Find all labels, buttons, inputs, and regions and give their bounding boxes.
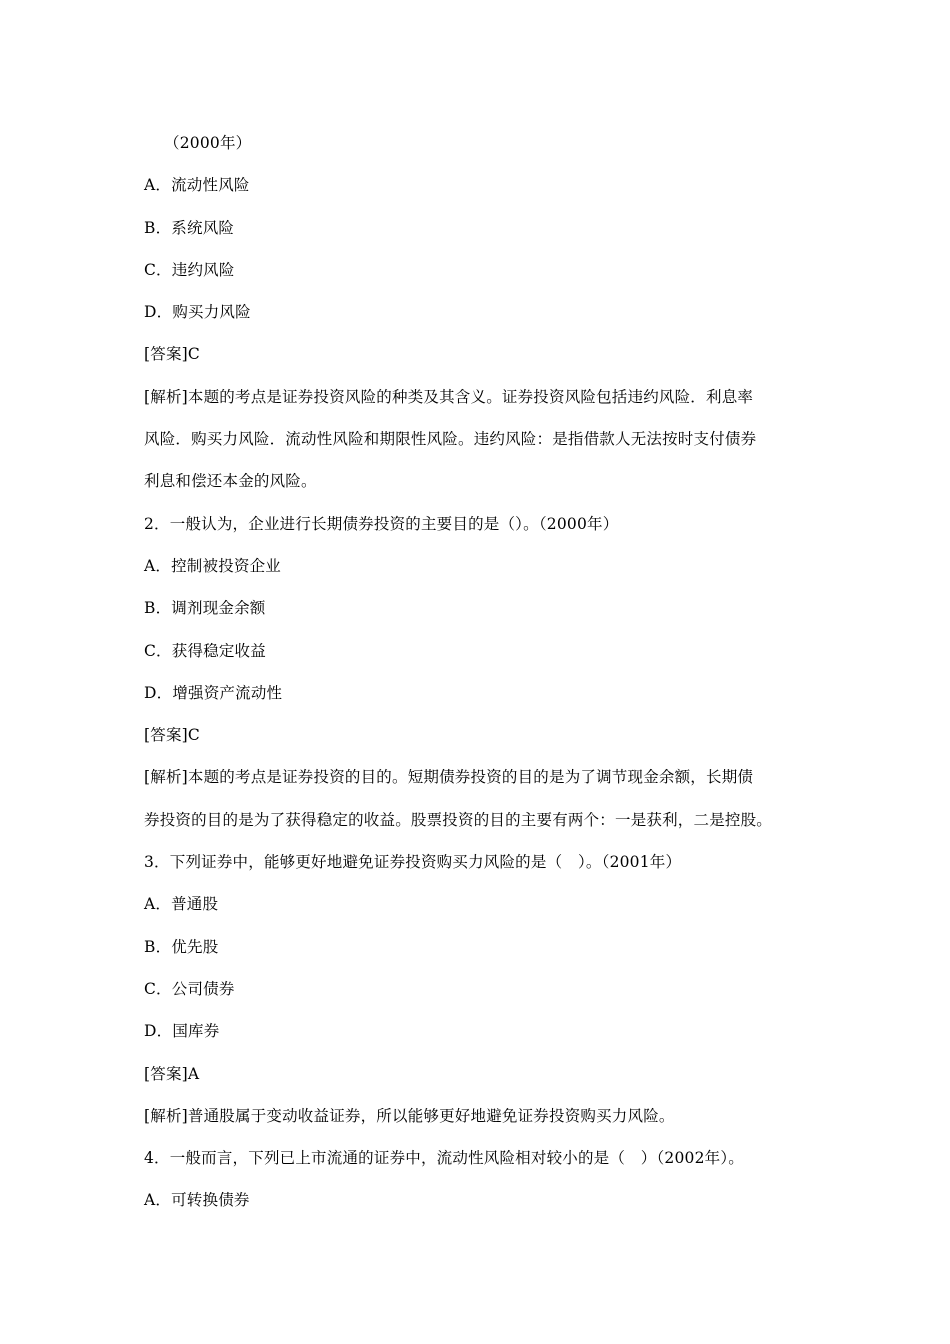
option-line: D．国库券 [144,1022,220,1041]
document-page [144,122,814,1222]
option-line: B．调剂现金余额 [144,599,266,618]
explanation-line: 券投资的目的是为了获得稳定的收益。股票投资的目的主要有两个：一是获利，二是控股。 [144,810,773,829]
answer-line: [答案]C [144,726,200,745]
answer-line: [答案]C [144,345,200,364]
option-line: A．普通股 [144,895,219,914]
explanation-line: 利息和偿还本金的风险。 [144,472,317,491]
option-line: A．控制被投资企业 [144,556,281,575]
option-line: C．获得稳定收益 [144,641,266,660]
option-line: C．公司债券 [144,979,235,998]
option-line: A．流动性风险 [144,176,250,195]
text-line: （2000年） [164,134,252,152]
option-line: C．违约风险 [144,260,235,279]
explanation-line: 风险．购买力风险．流动性风险和期限性风险。违约风险：是指借款人无法按时支付债券 [144,430,757,449]
explanation-line: [解析]本题的考点是证券投资风险的种类及其含义。证券投资风险包括违约风险．利息率 [144,387,754,406]
question-line: 3．下列证券中，能够更好地避免证券投资购买力风险的是（ ）。（2001年） [144,853,682,872]
answer-line: [答案]A [144,1064,200,1083]
option-line: D．购买力风险 [144,303,251,322]
option-line: B．优先股 [144,937,219,956]
explanation-line: [解析]本题的考点是证券投资的目的。短期债券投资的目的是为了调节现金余额，长期债 [144,768,754,787]
option-line: B．系统风险 [144,218,235,237]
question-line: 2．一般认为，企业进行长期债券投资的主要目的是（）。（2000年） [144,514,619,533]
explanation-line: [解析]普通股属于变动收益证券，所以能够更好地避免证券投资购买力风险。 [144,1106,675,1125]
option-line: D．增强资产流动性 [144,683,283,702]
option-line: A．可转换债券 [144,1191,250,1210]
question-line: 4．一般而言，下列已上市流通的证券中，流动性风险相对较小的是（ ）（2002年）。 [144,1149,745,1168]
